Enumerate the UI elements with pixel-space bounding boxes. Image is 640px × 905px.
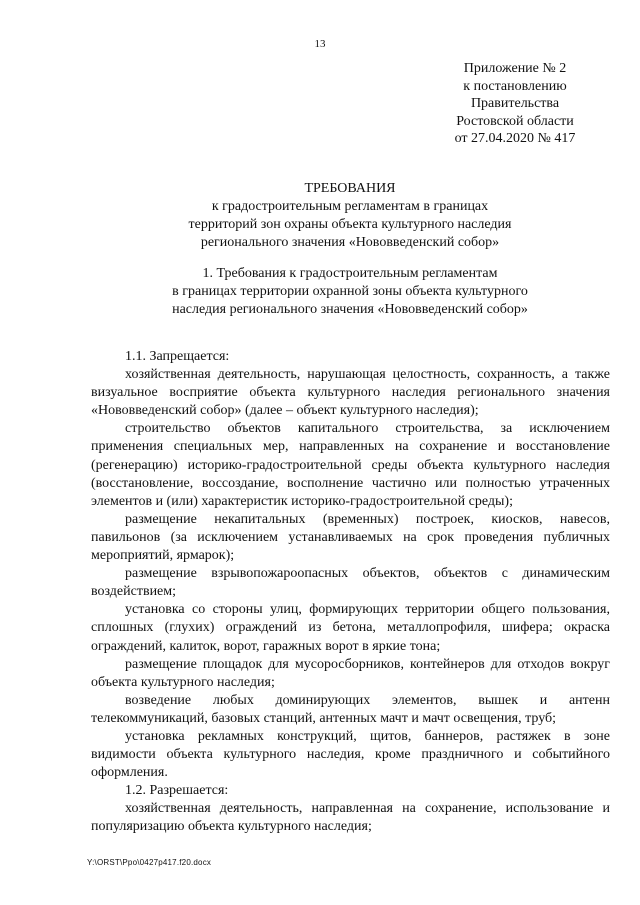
section-heading	[100, 265, 600, 319]
section-heading-line: в границах территории охранной зоны объекта культурного	[172, 284, 528, 299]
paragraph: 1.1. Запрещается:	[125, 349, 230, 364]
appendix-line: Приложение № 2	[463, 61, 567, 76]
paragraph: строительство объектов капитального строительства, за исключением применения специальных мер, направленных на сохранение и восстановление (регенерацию) историко-градостроительной среды объекта культурного наследия (восстановление, воссоздание, восполнение частично или полностью утраченных элементов и (или) характеристик историко-градостроительной среды);	[91, 421, 610, 509]
appendix-line: Правительства	[470, 96, 560, 111]
paragraph: возведение любых доминирующих элементов, вышек и антенн телекоммуникаций, базовых станций, антенных мачт и мачт освещения, труб;	[91, 692, 610, 726]
title-line: к градостроительным регламентам в границах	[211, 199, 489, 214]
document-body	[91, 348, 610, 837]
appendix-line: к постановлению	[463, 78, 567, 94]
appendix-line: Ростовской области	[456, 113, 574, 129]
appendix-line: от 27.04.2020 № 417	[454, 131, 576, 146]
title-heading: ТРЕБОВАНИЯ	[304, 181, 396, 196]
paragraph: установка рекламных конструкций, щитов, баннеров, растяжек в зоне видимости объекта культурного наследия, кроме праздничного и событийного оформления.	[91, 728, 610, 781]
document-title	[100, 180, 600, 252]
file-path-footer: Y:\ORST\Ppo\0427p417.f20.docx	[87, 858, 212, 867]
paragraph: хозяйственная деятельность, направленная на сохранение, использование и популяризацию объекта культурного наследия;	[91, 801, 610, 835]
paragraph: хозяйственная деятельность, нарушающая целостность, сохранность, а также визуальное восприятие объекта культурного наследия регионального значения «Нововведенский собор» (далее – объект культурного наследия);	[91, 367, 610, 419]
title-line: территорий зон охраны объекта культурного наследия	[188, 217, 512, 232]
paragraph: 1.2. Разрешается:	[125, 783, 229, 799]
paragraph: размещение некапитальных (временных) построек, киосков, навесов, павильонов (за исключением устанавливаемых на срок проведения публичных мероприятий, ярмарок);	[91, 511, 610, 564]
page-number: 13	[314, 38, 326, 50]
paragraph: размещение площадок для мусоросборников, контейнеров для отходов вокруг объекта культурного наследия;	[91, 656, 610, 690]
section-heading-line: 1. Требования к градостроительным регламентам	[202, 266, 498, 281]
section-heading-line: наследия регионального значения «Нововведенский собор»	[172, 302, 528, 317]
paragraph: размещение взрывопожароопасных объектов, объектов с динамическим воздействием;	[91, 566, 610, 600]
title-line: регионального значения «Нововведенский собор»	[200, 235, 500, 250]
paragraph: установка со стороны улиц, формирующих территории общего пользования, сплошных (глухих) ограждений из бетона, металлопрофиля, шифера; окраска ограждений, калиток, ворот, гаражных ворот в яркие тона;	[91, 602, 610, 654]
appendix-header	[440, 60, 590, 148]
